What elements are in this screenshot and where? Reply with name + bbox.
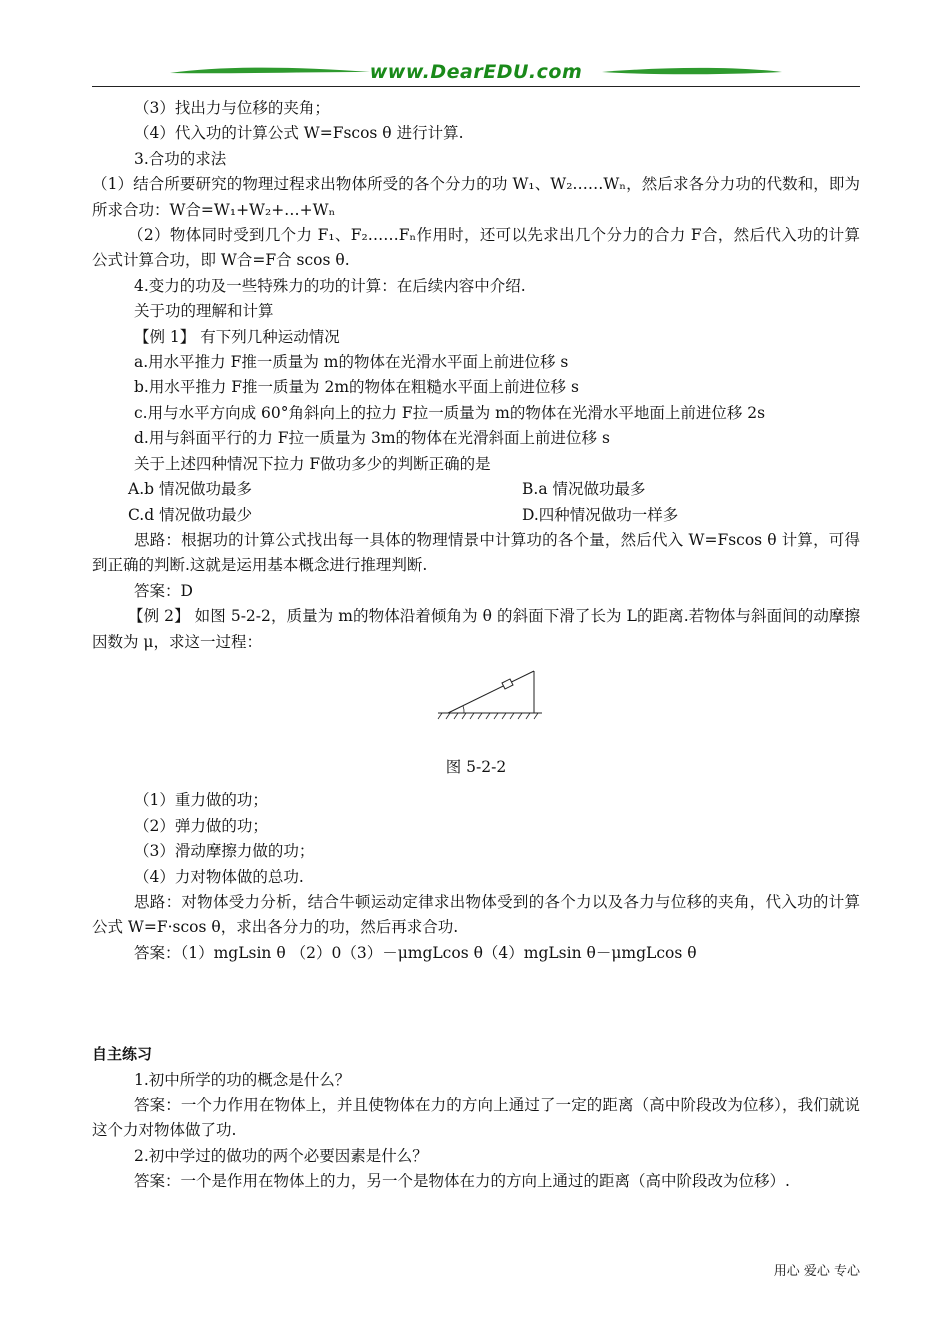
text-line: 关于上述四种情况下拉力 F做功多少的判断正确的是 — [134, 454, 491, 473]
text-line: （4）代入功的计算公式 W=Fscos θ 进行计算. — [134, 124, 464, 143]
incline-figure — [92, 655, 860, 755]
text-line: （2）弹力做的功； — [134, 816, 268, 835]
answer-paragraph: 答案：一个是作用在物体上的力，另一个是物体在力的方向上通过的距离（高中阶段改为位移）. — [134, 1172, 790, 1191]
paragraph: （2）物体同时受到几个力 F₁、F₂……Fₙ作用时，还可以先求出几个分力的合力 F合，然后代入功的计算公式计算合功，即 W合=F合 scos θ. — [92, 226, 860, 270]
section-title: 自主练习 — [92, 1045, 153, 1064]
paragraph: 思路：对物体受力分析，结合牛顿运动定律求出物体受到的各个力以及各力与位移的夹角，代入功的计算公式 W=F·scos θ，求出各分力的功，然后再求合功. — [92, 892, 860, 937]
document-body — [92, 96, 860, 1195]
text-line: d.用与斜面平行的力 F拉一质量为 3m的物体在光滑斜面上前进位移 s — [134, 429, 610, 448]
site-brand: www.DearEDU.com — [369, 61, 583, 83]
options-row — [92, 477, 860, 502]
example-1-heading: 【例 1】 有下列几种运动情况 — [134, 327, 340, 346]
paragraph: c.用与水平方向成 60°角斜向上的拉力 F拉一质量为 m的物体在光滑水平地面上前进位移 2s — [134, 403, 766, 422]
incline-diagram — [434, 663, 554, 725]
option-b: B.a 情况做功最多 — [522, 480, 646, 499]
text-line: a.用水平推力 F推一质量为 m的物体在光滑水平面上前进位移 s — [134, 353, 569, 372]
figure-caption: 图 5-2-2 — [445, 757, 507, 776]
question-line: 1.初中所学的功的概念是什么？ — [134, 1070, 351, 1089]
text-line: b.用水平推力 F推一质量为 2m的物体在粗糙水平面上前进位移 s — [134, 378, 579, 397]
option-d: D.四种情况做功一样多 — [522, 505, 679, 524]
options-row — [92, 503, 860, 528]
page-header — [92, 58, 860, 90]
answer-paragraph: 答案：一个力作用在物体上，并且使物体在力的方向上通过了一定的距离（高中阶段改为位移），我们就说这个力对物体做了功. — [92, 1096, 860, 1140]
question-line: 2.初中学过的做功的两个必要因素是什么？ — [134, 1146, 428, 1165]
answer-line: 答案：D — [134, 581, 193, 600]
answer-line: 答案：（1）mgLsin θ （2）0（3）－μmgLcos θ（4）mgLsin θ－μmgLcos θ — [134, 943, 697, 962]
text-line: （3）找出力与位移的夹角； — [134, 99, 330, 117]
example-2-paragraph: 【例 2】 如图 5-2-2，质量为 m的物体沿着倾角为 θ 的斜面下滑了长为 L的距离.若物体与斜面间的动摩擦因数为 μ，求这一过程： — [92, 607, 860, 651]
text-line: （4）力对物体做的总功. — [134, 867, 304, 886]
right-swoosh-decoration — [602, 64, 782, 80]
paragraph: 思路：根据功的计算公式找出每一具体的物理情景中计算功的各个量，然后代入 W=Fscos θ 计算，可得到正确的判断.这就是运用基本概念进行推理判断. — [92, 530, 860, 575]
text-line: 关于功的理解和计算 — [134, 302, 274, 321]
option-a: A.b 情况做功最多 — [128, 480, 252, 499]
option-c: C.d 情况做功最少 — [128, 505, 253, 524]
paragraph: （1）结合所要研究的物理过程求出物体所受的各个分力的功 W₁、W₂……Wₙ，然后求各分力功的代数和，即为所求合功：W合=W₁+W₂+…+Wₙ — [92, 175, 861, 219]
text-line: （1）重力做的功； — [134, 791, 268, 810]
text-line: 4.变力的功及一些特殊力的功的计算：在后续内容中介绍. — [134, 276, 526, 295]
text-line: （3）滑动摩擦力做的功； — [134, 842, 315, 861]
header-rule — [92, 86, 860, 87]
text-line: 3.合功的求法 — [134, 149, 227, 168]
page-footer: 用心 爱心 专心 — [773, 1264, 860, 1279]
spacer — [92, 966, 860, 1042]
